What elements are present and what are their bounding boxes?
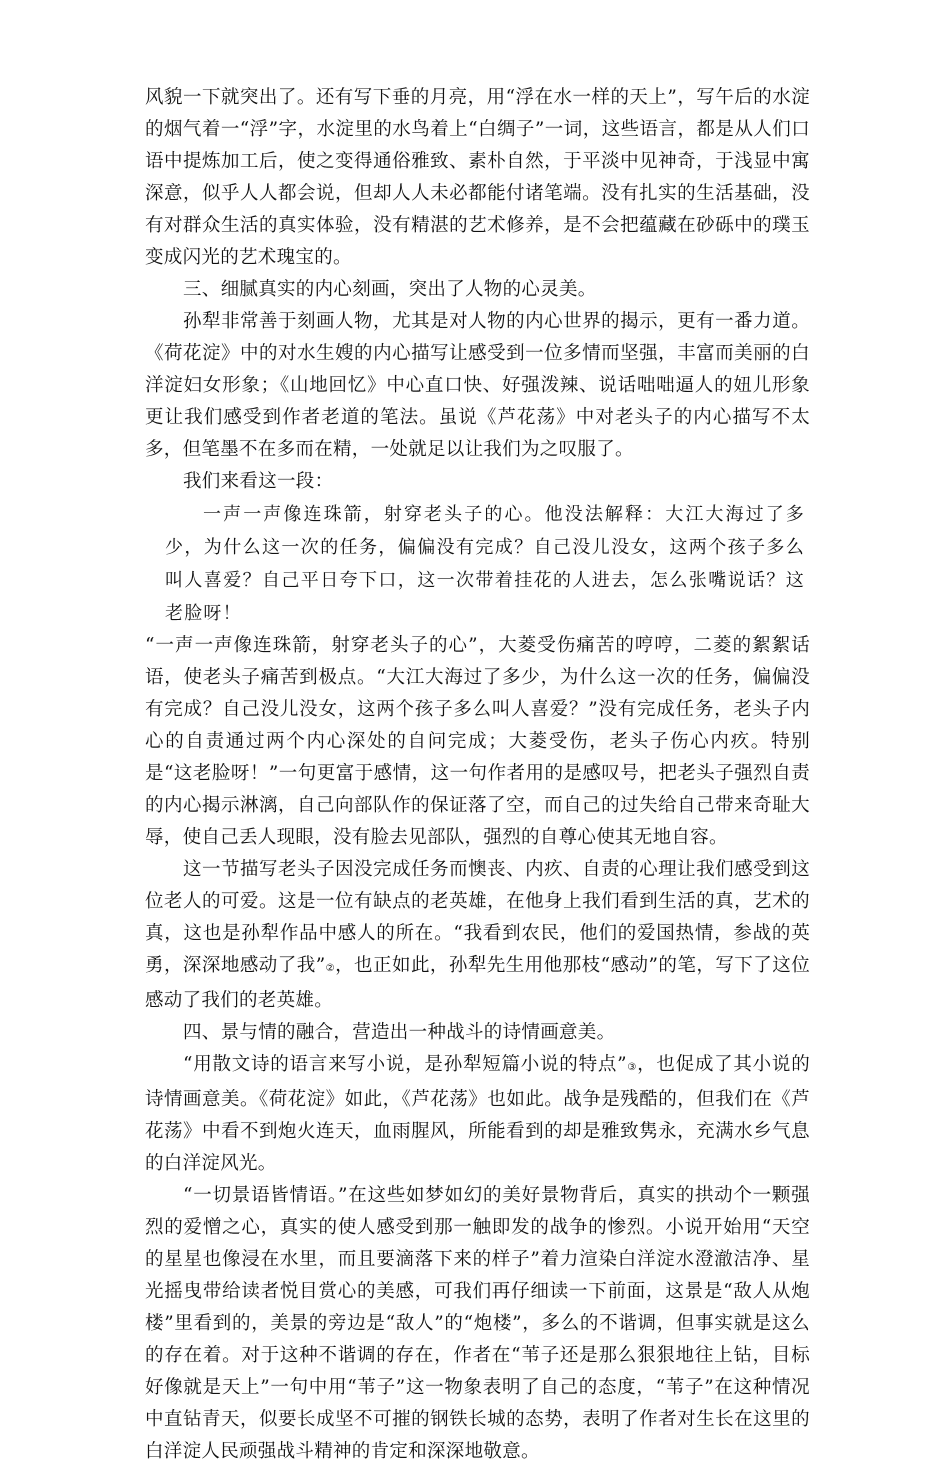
paragraph-hero-text-a: 这一节描写老头子因没完成任务而懊丧、内疚、自责的心理让我们感受到这位老人的可爱。这是一位有缺点的老英雄，在他身上我们看到生活的真，艺术的真，这也是孙犁作品中感人的所在。“我看到农民，他们的爱国热情，参战的英勇，深深地感动了我” xyxy=(145,859,810,976)
paragraph-poetic xyxy=(145,1049,810,1180)
document-body xyxy=(145,82,810,1468)
section-heading-three: 三、细腻真实的内心刻画，突出了人物的心灵美。 xyxy=(183,279,597,300)
footnote-marker-3: ③ xyxy=(626,1062,638,1073)
paragraph-language: 风貌一下就突出了。还有写下垂的月亮，用“浮在水一样的天上”，写午后的水淀的烟气着一“浮”字，水淀里的水鸟着上“白绸子”一词，这些语言，都是从人们口语中提炼加工后，使之变得通俗雅致、素朴自然，于平淡中见神奇，于浅显中寓深意，似乎人人都会说，但却人人未必都能付诸笔端。没有扎实的生活基础，没有对群众生活的真实体验，没有精湛的艺术修养，是不会把蕴藏在砂砾中的璞玉变成闪光的艺术瑰宝的。 xyxy=(145,87,810,268)
paragraph-poetic-text-b: ，也促成了其小说的诗情画意美。《荷花淀》如此，《芦花荡》也如此。战争是残酷的，但我们在《芦花荡》中看不到炮火连天，血雨腥风，所能看到的却是雅致隽永，充满水乡气息的白洋淀风光。 xyxy=(145,1054,810,1174)
footnote-marker-2: ② xyxy=(325,963,336,974)
block-quote: 一声一声像连珠箭，射穿老头子的心。他没法解释：大江大海过了多少，为什么这一次的任务，偏偏没有完成？自己没儿没女，这两个孩子多么叫人喜爱？自己平日夸下口，这一次带着挂花的人进去，怎么张嘴说话？这老脸呀！ xyxy=(165,504,805,624)
paragraph-scenery: “一切景语皆情语。”在这些如梦如幻的美好景物背后，真实的拱动个一颗强烈的爱憎之心，真实的使人感受到那一触即发的战争的惨烈。小说开始用“天空的星星也像浸在水里，而且要滴落下来的样子”着力渲染白洋淀水澄澈洁净、星光摇曳带给读者悦目赏心的美感，可我们再仔细读一下前面，这景是“敌人从炮楼”里看到的，美景的旁边是“敌人”的“炮楼”，多么的不谐调，但事实就是这么的存在着。对于这种不谐调的存在，作者在“苇子还是那么狠狠地往上钻，目标好像就是天上”一句中用“苇子”这一物象表明了自己的态度，“苇子”在这种情况中直钻青天，似要长成坚不可摧的钢铁长城的态势，表明了作者对生长在这里的白洋淀人民顽强战斗精神的肯定和深深地敬意。 xyxy=(145,1185,810,1462)
paragraph-hero-text-b: ，也正如此，孙犁先生用他那枝“感动”的笔，写下了这位感动了我们的老英雄。 xyxy=(145,955,811,1011)
paragraph-poetic-text-a: “用散文诗的语言来写小说，是孙犁短篇小说的特点” xyxy=(183,1054,627,1075)
paragraph-characters: 孙犁非常善于刻画人物，尤其是对人物的内心世界的揭示，更有一番力道。《荷花淀》中的对水生嫂的内心描写让感受到一位多情而坚强，丰富而美丽的白洋淀妇女形象；《山地回忆》中心直口快、好强泼辣、说话咄咄逼人的妞儿形象更让我们感受到作者老道的笔法。虽说《芦花荡》中对老头子的内心描写不太多，但笔墨不在多而在精，一处就足以让我们为之叹服了。 xyxy=(145,311,810,460)
paragraph-hero xyxy=(145,854,810,1017)
paragraph-analysis: “一声一声像连珠箭，射穿老头子的心”，大菱受伤痛苦的哼哼，二菱的絮絮话语，使老头子痛苦到极点。“大江大海过了多少，为什么这一次的任务，偏偏没有完成？自己没儿没女，这两个孩子多么叫人喜爱？”没有完成任务，老头子内心的自责通过两个内心深处的自问完成；大菱受伤，老头子伤心内疚。特别是“这老脸呀！”一句更富于感情，这一句作者用的是感叹号，把老头子强烈自责的内心揭示淋漓，自己向部队作的保证落了空，而自己的过失给自己带来奇耻大辱，使自己丢人现眼，没有脸去见部队，强烈的自尊心使其无地自容。 xyxy=(145,635,810,848)
section-heading-four: 四、景与情的融合，营造出一种战斗的诗情画意美。 xyxy=(183,1022,616,1043)
paragraph-lead-in: 我们来看这一段： xyxy=(183,471,334,492)
